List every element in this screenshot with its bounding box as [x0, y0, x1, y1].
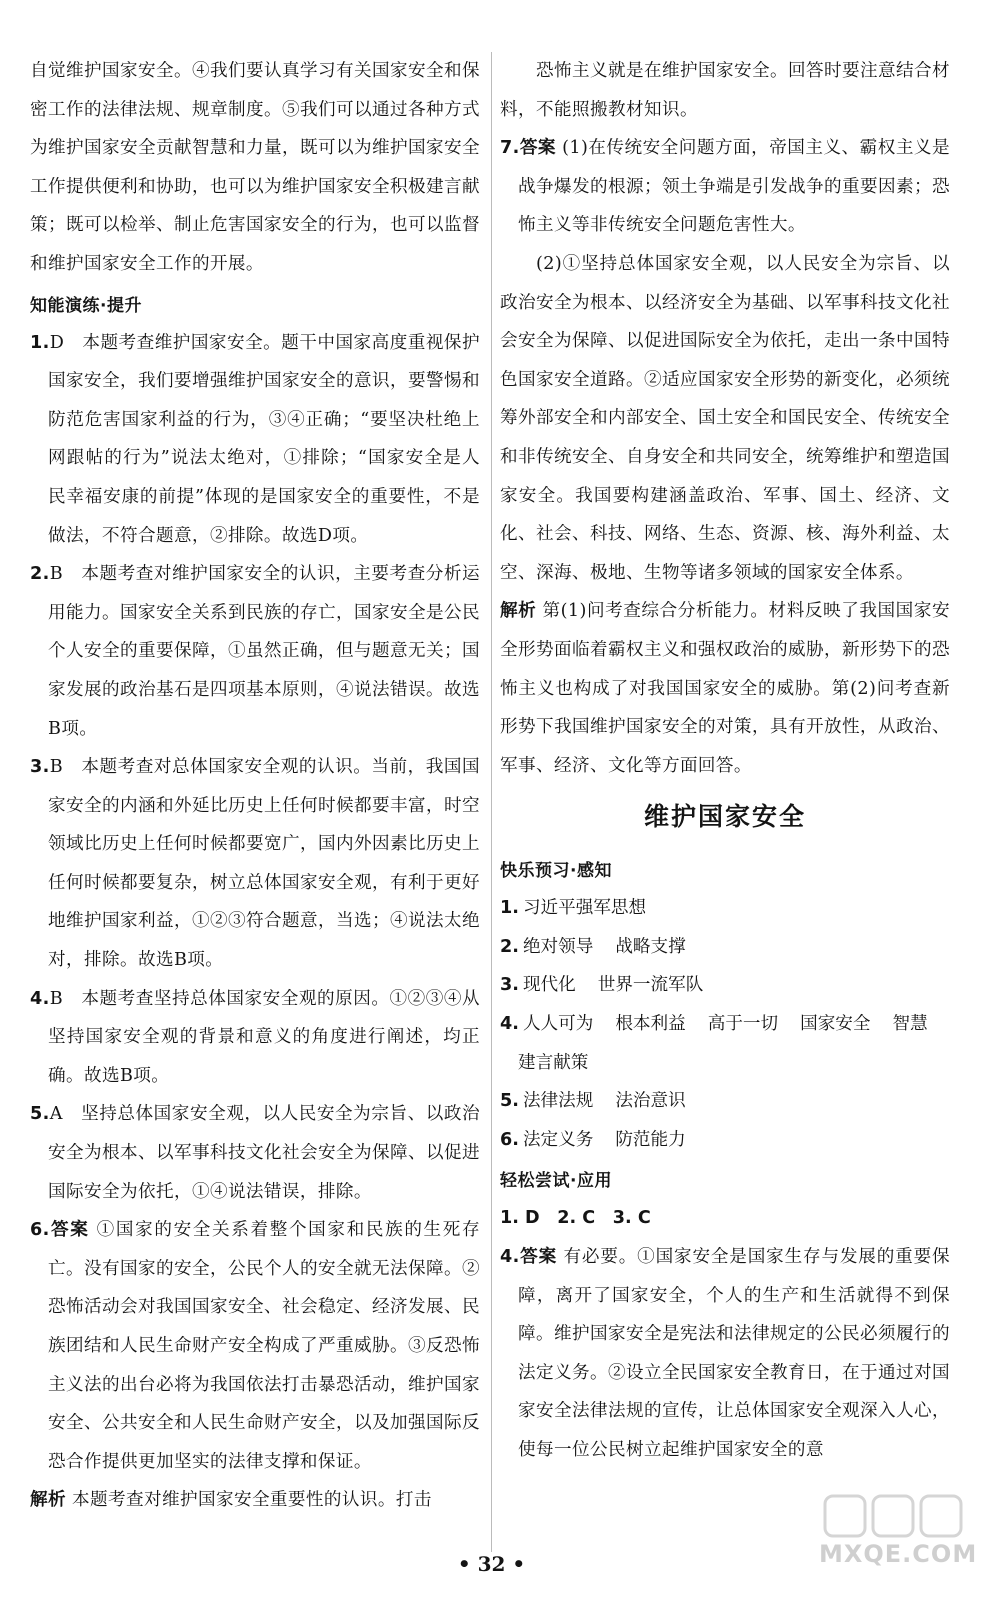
analysis-label: 解析: [500, 601, 537, 622]
preview-term: 国家安全: [800, 1014, 871, 1035]
preview-term: 法治意识: [615, 1091, 686, 1112]
question-4: [30, 980, 480, 1096]
page-number: • 32 •: [457, 1552, 526, 1576]
answer-label: 答案: [49, 1220, 90, 1241]
preview-item-number: 1.: [500, 898, 519, 919]
multiple-choice-answers: 1. D 2. C 3. C: [500, 1208, 651, 1229]
section-heading-practice-improve: 知能演练·提升: [30, 295, 142, 316]
question-number: 4.: [30, 988, 50, 1009]
lesson-title: 维护国家安全: [643, 802, 806, 832]
answer-label: 答案: [519, 138, 557, 159]
analysis-text: 本题考查对维护国家安全重要性的认识。打击: [72, 1490, 432, 1511]
question-text: B 本题考查对总体国家安全观的认识。当前，我国国家安全的内涵和外延比历史上任何时候都要丰富，时空领域比历史上任何时候都要宽广，国内外因素比历史上任何时候都要复杂，树立总体国家安全观，有利于更好地维护国家利益，①②③符合题意，当选；④说法太绝对，排除。故选B项。: [48, 757, 480, 971]
preview-term: 战略支撑: [615, 936, 686, 957]
preview-term: 人人可为: [522, 1014, 594, 1035]
preview-term: 建言献策: [518, 1052, 589, 1073]
preview-term: 法律法规: [522, 1091, 594, 1112]
question-text: B 本题考查对维护国家安全的认识，主要考查分析运用能力。国家安全关系到民族的存亡，国家安全是公民个人安全的重要保障，①虽然正确，但与题意无关；国家发展的政治基石是四项基本原则，④说法错误。故选B项。: [48, 564, 480, 739]
left-column: [30, 52, 480, 1520]
preview-term: 习近平强军思想: [522, 898, 647, 919]
question-6-analysis: [30, 1481, 480, 1520]
question-text: B 本题考查坚持总体国家安全观的原因。①②③④从坚持国家安全观的背景和意义的角度进行阐述，均正确。故选B项。: [48, 988, 480, 1086]
right-column: [500, 52, 950, 1470]
answer-text: ①国家的安全关系着整个国家和民族的生死存亡。没有国家的安全，公民个人的安全就无法保障。②恐怖活动会对我国国家安全、社会稳定、经济发展、民族团结和人民生命财产安全构成了严重威胁。③反恐怖主义法的出台必将为我国依法打击暴恐活动，维护国家安全、公共安全和人民生命财产安全，以及加强国际反恐合作提供更加坚实的法律支撑和保证。: [48, 1220, 480, 1472]
question-text: A 坚持总体国家安全观，以人民安全为宗旨、以政治安全为根本、以军事科技文化社会安全为保障、以促进国际安全为依托，①④说法错误，排除。: [48, 1104, 480, 1202]
preview-term: 根本利益: [615, 1014, 686, 1035]
preview-term: 法定义务: [522, 1129, 594, 1150]
analysis-label: 解析: [30, 1490, 66, 1511]
preview-item-number: 5.: [500, 1091, 519, 1112]
question-7-analysis: [500, 592, 950, 785]
preview-term: 防范能力: [615, 1129, 686, 1150]
analysis-text: 第(1)问考查综合分析能力。材料反映了我国国家安全形势面临着霸权主义和强权政治的威胁，新形势下的恐怖主义也构成了对我国国家安全的威胁。第(2)问考查新形势下我国维护国家安全的对策，具有开放性，从政治、军事、经济、文化等方面回答。: [500, 601, 950, 776]
question-6-analysis-continued: 恐怖主义就是在维护国家安全。回答时要注意结合材料，不能照搬教材知识。: [500, 61, 950, 120]
question-number: 6.: [30, 1220, 50, 1241]
question-3: [30, 748, 480, 980]
watermark-logo-icon: [815, 1488, 965, 1543]
preview-item: [500, 928, 950, 967]
preview-term: 世界一流军队: [597, 975, 704, 996]
question-text: D 本题考查维护国家安全。题干中国家高度重视保护国家安全，我们要增强维护国家安全的意识，要警惕和防范危害国家利益的行为，③④正确；“要坚决杜绝上网跟帖的行为”说法太绝对，①排除；“国家安全是人民幸福安康的前提”体现的是国家安全的重要性，不是做法，不符合题意，②排除。故选D项。: [48, 332, 480, 546]
question-1: [30, 324, 480, 556]
preview-term: 绝对领导: [522, 936, 594, 957]
preview-item-number: 3.: [500, 975, 519, 996]
preview-item-number: 4.: [500, 1014, 519, 1035]
column-divider: [491, 52, 492, 1552]
question-number: 1.: [30, 332, 50, 353]
question-5: [30, 1095, 480, 1211]
answer-label: 答案: [519, 1247, 558, 1268]
question-2: [30, 555, 480, 748]
question-number: 3.: [30, 757, 50, 778]
preview-item: [500, 966, 950, 1005]
section-heading-preview: 快乐预习·感知: [500, 861, 612, 882]
question-6-answer: [30, 1211, 480, 1481]
intro-paragraph: 自觉维护国家安全。④我们要认真学习有关国家安全和保密工作的法律法规、规章制度。⑤我们可以通过各种方式为维护国家安全贡献智慧和力量，既可以为维护国家安全工作提供便利和协助，也可以为维护国家安全积极建言献策；既可以检举、制止危害国家安全的行为，也可以监督和维护国家安全工作的开展。: [30, 61, 480, 274]
question-7-answer: [500, 129, 950, 245]
preview-term: 智慧: [892, 1014, 928, 1035]
answer-text: 有必要。①国家安全是国家生存与发展的重要保障，离开了国家安全，个人的生产和生活就得不到保障。维护国家安全是宪法和法律规定的公民必须履行的法定义务。②设立全民国家安全教育日，在于通过对国家安全法律法规的宣传，让总体国家安全观深入人心，使每一位公民树立起维护国家安全的意: [518, 1247, 950, 1460]
preview-term: 高于一切: [707, 1014, 779, 1035]
question-number: 7.: [500, 138, 520, 159]
preview-item-number: 2.: [500, 936, 519, 957]
preview-term: 现代化: [522, 975, 576, 996]
preview-answer-list: [500, 889, 950, 1159]
site-watermark: [815, 1488, 978, 1578]
question-4-answer: [500, 1238, 950, 1470]
question-number: 2.: [30, 564, 50, 585]
answer-part-1: (1)在传统安全问题方面，帝国主义、霸权主义是战争爆发的根源；领土争端是引发战争的重要因素；恐怖主义等非传统安全问题危害性大。: [518, 138, 950, 236]
watermark-text: MXQE.COM: [819, 1540, 978, 1568]
preview-item: [500, 1005, 950, 1082]
preview-item-number: 6.: [500, 1129, 519, 1150]
question-number: 4.: [500, 1247, 520, 1268]
question-7-answer-part-2: (2)①坚持总体国家安全观，以人民安全为宗旨、以政治安全为根本、以经济安全为基础、以军事科技文化社会安全为保障、以促进国际安全为依托，走出一条中国特色国家安全道路。②适应国家安全形势的新变化，必须统筹外部安全和内部安全、国土安全和国民安全、传统安全和非传统安全、自身安全和共同安全，统筹维护和塑造国家安全。我国要构建涵盖政治、军事、国土、经济、文化、社会、科技、网络、生态、资源、核、海外利益、太空、深海、极地、生物等诸多领域的国家安全体系。: [500, 253, 950, 583]
preview-item: [500, 889, 950, 928]
preview-item: [500, 1082, 950, 1121]
question-number: 5.: [30, 1104, 50, 1125]
section-heading-practice: 轻松尝试·应用: [500, 1171, 612, 1192]
preview-item: [500, 1121, 950, 1160]
